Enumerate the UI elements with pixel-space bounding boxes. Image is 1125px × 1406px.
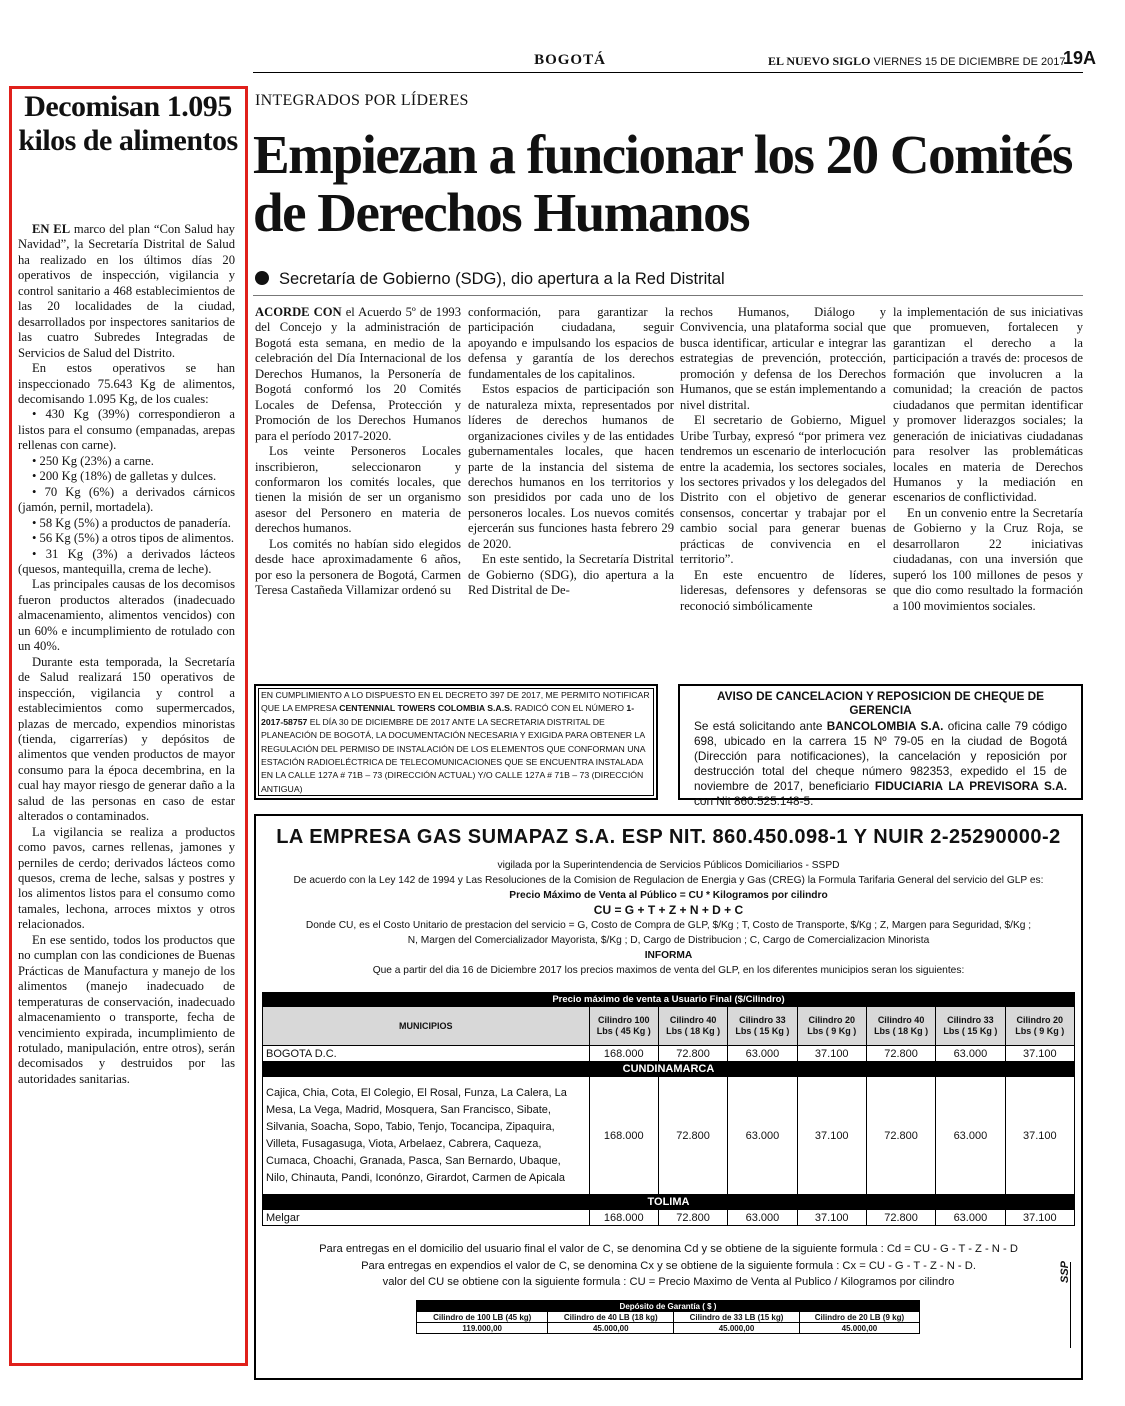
article-paragraph: Los veinte Personeros Locales inscribieron, seleccionaron y conformaron los comités locales, que tienen la misión de ser un organismo asesor del Personero en materia de derechos humanos. [255,444,461,536]
notice-bank: BANCOLOMBIA S.A. [826,719,944,733]
notice-cheque [678,684,1083,808]
notice-title: AVISO DE CANCELACION Y REPOSICION DE CHEQUE DE GERENCIA [716,689,1045,717]
article-column-2 [468,305,674,599]
page-header [768,54,1066,69]
price-cell: 37.100 [1005,1046,1074,1062]
article-subtitle [255,270,725,289]
column-header: MUNICIPIOS [263,1007,590,1046]
sidebar-paragraph: En ese sentido, todos los productos que no cumplan con las condiciones de Buenas Prácticas de Manufactura y manejo de los alimentos (manejo inadecuado de temperaturas de conservación, inadecuado almacenamiento o transporte, fecha de vencimiento expirada, incumplimiento de rotulado, manipulación, entre otros), serán decomisados y destruidos por las autoridades sanitarias. [18,932,235,1086]
price-cell: 37.100 [1005,1077,1074,1195]
ssp-seal [1056,1262,1071,1348]
notice-telecom [254,684,658,800]
gas-price-notice [254,814,1083,1380]
price-cell: 72.800 [658,1046,727,1062]
gas-line: Precio Máximo de Venta al Público = CU * Kilogramos por cilindro [509,890,828,901]
price-cell: 168.000 [589,1046,658,1062]
gas-intro [256,858,1081,978]
article-kicker: INTEGRADOS POR LÍDERES [255,92,469,109]
article-paragraph: El secretario de Gobierno, Miguel Uribe Turbay, expresó “por primera vez tendremos un escenario de interlocución entre la academia, los sectores sociales, los sectores privados y los delegados del Distrito con el objetivo de generar consensos, concertar y trabajar por el cambio social para generar buenas prácticas de convivencia en el territorio”. [680,413,886,567]
gas-line: Donde CU, es el Costo Unitario de prestacion del servicio = G, Costo de Compra de GLP, $/Kg ; T, Costo de Transporte, $/Kg ; Z, Margen para Seguridad, $/Kg ; [305,920,1032,931]
deposit-value: 45.000,00 [674,1323,800,1334]
column-header: Cilindro 100 Lbs ( 45 Kg ) [589,1007,658,1046]
notice-text: Se está solicitando ante [694,719,827,733]
article-paragraph [255,305,461,444]
municipality-cell: BOGOTA D.C. [263,1046,590,1062]
page-number: 19A [1063,48,1097,68]
column-header: Cilindro 20 Lbs ( 9 Kg ) [1005,1007,1074,1046]
article-headline: Empiezan a funcionar los 20 Comités de Derechos Humanos [253,124,1072,243]
notice-text: con Nit 860.525.148-5. [694,794,814,808]
municipality-cell: Melgar [263,1210,590,1226]
gas-informa: INFORMA [644,950,693,961]
notice-beneficiary: FIDUCIARIA LA PREVISORA S.A. [874,779,1068,793]
deposit-title: Depósito de Garantía ( $ ) [417,1301,920,1312]
table-row [263,1046,1075,1062]
article-paragraph: Los comités no habían sido elegidos desde hace aproximadamente 6 años, por eso la personera de Bogotá, Carmen Teresa Castañeda Villamizar ordenó su [255,536,461,598]
article-paragraph: Estos espacios de participación son de naturaleza mixta, representados por líderes de derechos humanos de organizaciones civiles y de las entidades gubernamentales locales, que hacen parte de la instancia del sistema de derechos humanos en los territorios y son presididos por cada uno de los personeros locales. Los nuevos comités ejercerán sus funciones hasta febrero 29 de 2020. [468,382,674,551]
table-row [263,1077,1075,1195]
sidebar-paragraph: La vigilancia se realiza a productos como pavos, carnes rellenas, jamones y perniles de cerdo; derivados lácteos como quesos, crema de leche, salsas y postres y los alimentos listos para el consumo como tamales, lechona, arroces mixtos y otros relacionados. [18,824,235,932]
sidebar-paragraph: Durante esta temporada, la Secretaría de Salud realizará 150 operativos de inspección, vigilancia y control a establecimientos como supermercados, plazas de mercado, expendios minoristas (tienda, cigarrerías) y depósitos de alimentos que venden productos de mayor consumo para la época decembrina, en la cual hay mayor riesgo de generar daño a la salud de las personas en caso de estar alterados o contaminados. [18,654,235,824]
notice-number: 1-2017-58757 [261,703,635,727]
deposit-value: 45.000,00 [548,1323,674,1334]
sidebar-bullet: • 200 Kg (18%) de galletas y dulces. [32,469,217,484]
price-cell: 63.000 [728,1210,797,1226]
table-row [263,1210,1075,1226]
deposit-value: 45.000,00 [799,1323,919,1334]
gas-formula-line: valor del CU se obtiene con la siguiente formula : CU = Precio Maximo de Venta al Publico / Kilogramos por cilindro [382,1276,955,1288]
sidebar-bullet: • 430 Kg (39%) correspondieron a listos para el consumo (empanadas, arepas rellenas con carne). [18,407,235,453]
price-cell: 168.000 [589,1077,658,1195]
price-cell: 63.000 [728,1077,797,1195]
price-cell: 37.100 [1005,1210,1074,1226]
price-cell: 63.000 [936,1077,1005,1195]
article-paragraph: En un convenio entre la Secretaría de Gobierno y la Cruz Roja, se desarrollaron 22 iniciativas ciudadanas, con una inversión que superó los 100 millones de pesos y que dio como resultado la formación a 100 movimientos sociales. [893,505,1083,613]
gas-formulas [256,1241,1081,1291]
gas-line: N, Margen del Comercializador Mayorista, $/Kg ; D, Cargo de Distribucion ; C, Cargo de Comercializacion Minorista [407,935,930,946]
price-cell: 37.100 [797,1046,866,1062]
sidebar-paragraph [18,222,235,361]
header-rule [253,72,1083,73]
bullet-icon [255,271,269,285]
notice-text: EN CUMPLIMIENTO A LO DISPUESTO EN EL DECRETO 397 DE 2017, ME PERMITO NOTIFICAR QUE LA EMPRESA [261,690,650,714]
price-cell: 168.000 [589,1210,658,1226]
article-column-4 [893,305,1083,614]
article-paragraph: conformación, para garantizar la participación ciudadana, seguir apoyando e impulsando los espacios de defensa y garantía de los derechos fundamentales de los capitalinos. [468,305,674,381]
sidebar-paragraph: Las principales causas de los decomisos fueron productos alterados (inadecuado almacenamiento, alimentos vencidos) con un 60% e incumplimiento de rotulado con un 40%. [18,577,235,654]
price-cell: 63.000 [936,1210,1005,1226]
notice-inner-border [258,688,654,796]
region-header: CUNDINAMARCA [263,1062,1075,1077]
notice-text: EL DÍA 30 DE DICIEMBRE DE 2017 ANTE LA SECRETARIA DISTRITAL DE PLANEACIÓN DE BOGOTÁ, LA DOCUMENTACIÓN NECESARIA Y EXIGIDA PARA OBTENER LA REGULACIÓN DEL PERMISO DE INSTALACIÓN DE LOS ELEMENTOS QUE CONFORMAN UNA ESTACIÓN RADIOELÉCTRICA DE TELECOMUNICACIONES QUE SE ENCUENTRA INSTALADA EN LA CALLE 127A # 71B – 73 (DIRECCIÓN ACTUAL) Y/O CALLE 127A # 71B – 73 (DIRECCIÓN ANTIGUA) [261,716,646,794]
sidebar-body [18,222,235,1087]
notice-text: RADICÓ CON EL NÚMERO [512,703,627,714]
subtitle-text: Secretaría de Gobierno (SDG), dio apertura a la Red Distrital [279,270,725,288]
gas-line: vigilada por la Superintendencia de Servicios Públicos Domiciliarios - SSPD [497,860,840,871]
ssp-logo: SSP [1059,1261,1071,1284]
gas-formula-line: Para entregas en expendios el valor de C, se denomina Cx y se obtiene de la siguiente formula : Cx = CU - G - T - Z - N - D. [361,1259,976,1272]
sidebar-lead: EN EL [32,222,71,236]
price-cell: 72.800 [658,1077,727,1195]
price-cell: 63.000 [936,1046,1005,1062]
price-cell: 72.800 [866,1210,935,1226]
notice-body [694,719,1067,809]
sidebar-bullet: • 56 Kg (5%) a otros tipos de alimentos. [32,531,235,546]
price-cell: 63.000 [728,1046,797,1062]
price-cell: 72.800 [658,1210,727,1226]
deposit-header: Cilindro de 20 LB (9 kg) [799,1312,919,1323]
section-title: BOGOTÁ [534,52,606,68]
column-header: Cilindro 20 Lbs ( 9 Kg ) [797,1007,866,1046]
gas-line: De acuerdo con la Ley 142 de 1994 y Las Resoluciones de la Comision de Regulacion de Energia y Gas (CREG) la Formula Tarifaria General del servicio del GLP es: [293,875,1044,886]
price-table [262,992,1075,1226]
column-header: Cilindro 40 Lbs ( 18 Kg ) [658,1007,727,1046]
paper-name: EL NUEVO SIGLO [768,54,871,68]
deposit-table [416,1300,920,1334]
sidebar-bullet: • 58 Kg (5%) a productos de panadería. [32,515,231,530]
article-paragraph: la implementación de sus iniciativas que promueven, fortalecen y garantizan el derecho a la participación a través de: procesos de formación que involucren a la comunidad; la creación de pactos ciudadanos que permitan identificar y promover liderazgos sociales; la generación de iniciativas ciudadanas para resolver las problemáticas locales en materia de Derechos Humanos y la mediación en escenarios de conflictividad. [893,305,1083,505]
deposit-header: Cilindro de 40 LB (18 kg) [548,1312,674,1323]
article-paragraph: En este encuentro de líderes, lideresas, defensores y defensoras se reconoció simbólicamente [680,567,886,613]
sidebar-headline: Decomisan 1.095 kilos de alimentos [18,90,238,157]
article-text: el Acuerdo 5º de 1993 del Concejo y la administración de Bogotá esta semana, en medio de la celebración del Día Internacional de los Derechos Humanos, la Personería de Bogotá conformó los 20 Comités Locales de Defensa, Protección y Promoción de los Derechos Humanos para el período 2017-2020. [255,305,461,443]
price-cell: 72.800 [866,1046,935,1062]
price-cell: 72.800 [866,1077,935,1195]
gas-line: Que a partir del dia 16 de Diciembre 2017 los precios maximos de venta del GLP, en los diferentes municipios seran los siguientes: [372,965,965,976]
municipality-cell: Cajica, Chia, Cota, El Colegio, El Rosal, Funza, La Calera, La Mesa, La Vega, Madrid, Mosquera, San Francisco, Sibate, Silvania, Soacha, Sopo, Tabio, Tenjo, Tocancipa, Zipaquira, Villeta, Fusagasuga, Viota, Arbelaez, Cabrera, Caqueza, Cumaca, Choachi, Granada, Pasca, San Bernardo, Ubaque, Nilo, Chinauta, Pandi, Iconónzo, Girardot, Carmen de Apicala [263,1077,590,1195]
column-header: Cilindro 33 Lbs ( 15 Kg ) [936,1007,1005,1046]
sidebar-bullet: • 70 Kg (6%) a derivados cárnicos (jamón, pernil, mortadela). [18,484,235,515]
article-paragraph: rechos Humanos, Diálogo y Convivencia, una plataforma social que busca identificar, articular e integrar las estrategias de prevención, protección, promoción y defensa de los Derechos Humanos, que se están implementando a nivel distrital. [680,305,886,412]
subtitle-rule [253,295,1083,296]
table-title: Precio máximo de venta a Usuario Final ($/Cilindro) [263,993,1075,1007]
notice-company: CENTENNIAL TOWERS COLOMBIA S.A.S. [339,703,513,714]
region-header: TOLIMA [263,1195,1075,1210]
sidebar-paragraph: En estos operativos se han inspeccionado 75.643 Kg de alimentos, decomisando 1.095 Kg, de los cuales: [18,361,235,406]
deposit-value: 119.000,00 [417,1323,548,1334]
price-cell: 37.100 [797,1077,866,1195]
gas-formula-line: Para entregas en el domicilio del usuario final el valor de C, se denomina Cd y se obtiene de la siguiente formula : Cd = CU - G - T - Z - N - D [319,1243,1018,1255]
article-paragraph: En este sentido, la Secretaría Distrital de Gobierno (SDG), dio apertura a la Red Distrital de De- [468,552,674,598]
article-lead: ACORDE CON [255,305,342,319]
article-column-1 [255,305,461,599]
column-header: Cilindro 40 Lbs ( 18 Kg ) [866,1007,935,1046]
gas-title: LA EMPRESA GAS SUMAPAZ S.A. ESP NIT. 860.450.098-1 Y NUIR 2-25290000-2 [276,826,1061,848]
sidebar-bullet: • 250 Kg (23%) a carne. [32,453,154,468]
column-header: Cilindro 33 Lbs ( 15 Kg ) [728,1007,797,1046]
issue-date: VIERNES 15 DE DICIEMBRE DE 2017 [873,56,1066,68]
article-column-3 [680,305,886,614]
price-cell: 37.100 [797,1210,866,1226]
deposit-header: Cilindro de 100 LB (45 kg) [417,1312,548,1323]
gas-formula: CU = G + T + Z + N + D + C [593,903,744,917]
sidebar-text: marco del plan “Con Salud hay Navidad”, la Secretaría Distrital de Salud ha realizado en los últimos días 20 operativos de inspección, vigilancia y control sanitario a 468 establecimientos de las 20 localidades de la ciudad, desarrollados por inspectores sanitarios de las cuatro Subredes Integradas de Servicios de Salud del Distrito. [18,222,235,360]
notice-text: oficina calle 79 código 698, ubicado en la carrera 15 Nº 79-05 en la ciudad de Bogotá (Dirección para notificaciones), la cancelación y reposición por destrucción total del cheque número 982353, expedido el 15 de noviembre de 2017, beneficiario [694,719,1067,793]
deposit-header: Cilindro de 33 LB (15 kg) [674,1312,800,1323]
sidebar-bullet: • 31 Kg (3%) a derivados lácteos (quesos, mantequilla, crema de leche). [18,546,235,576]
